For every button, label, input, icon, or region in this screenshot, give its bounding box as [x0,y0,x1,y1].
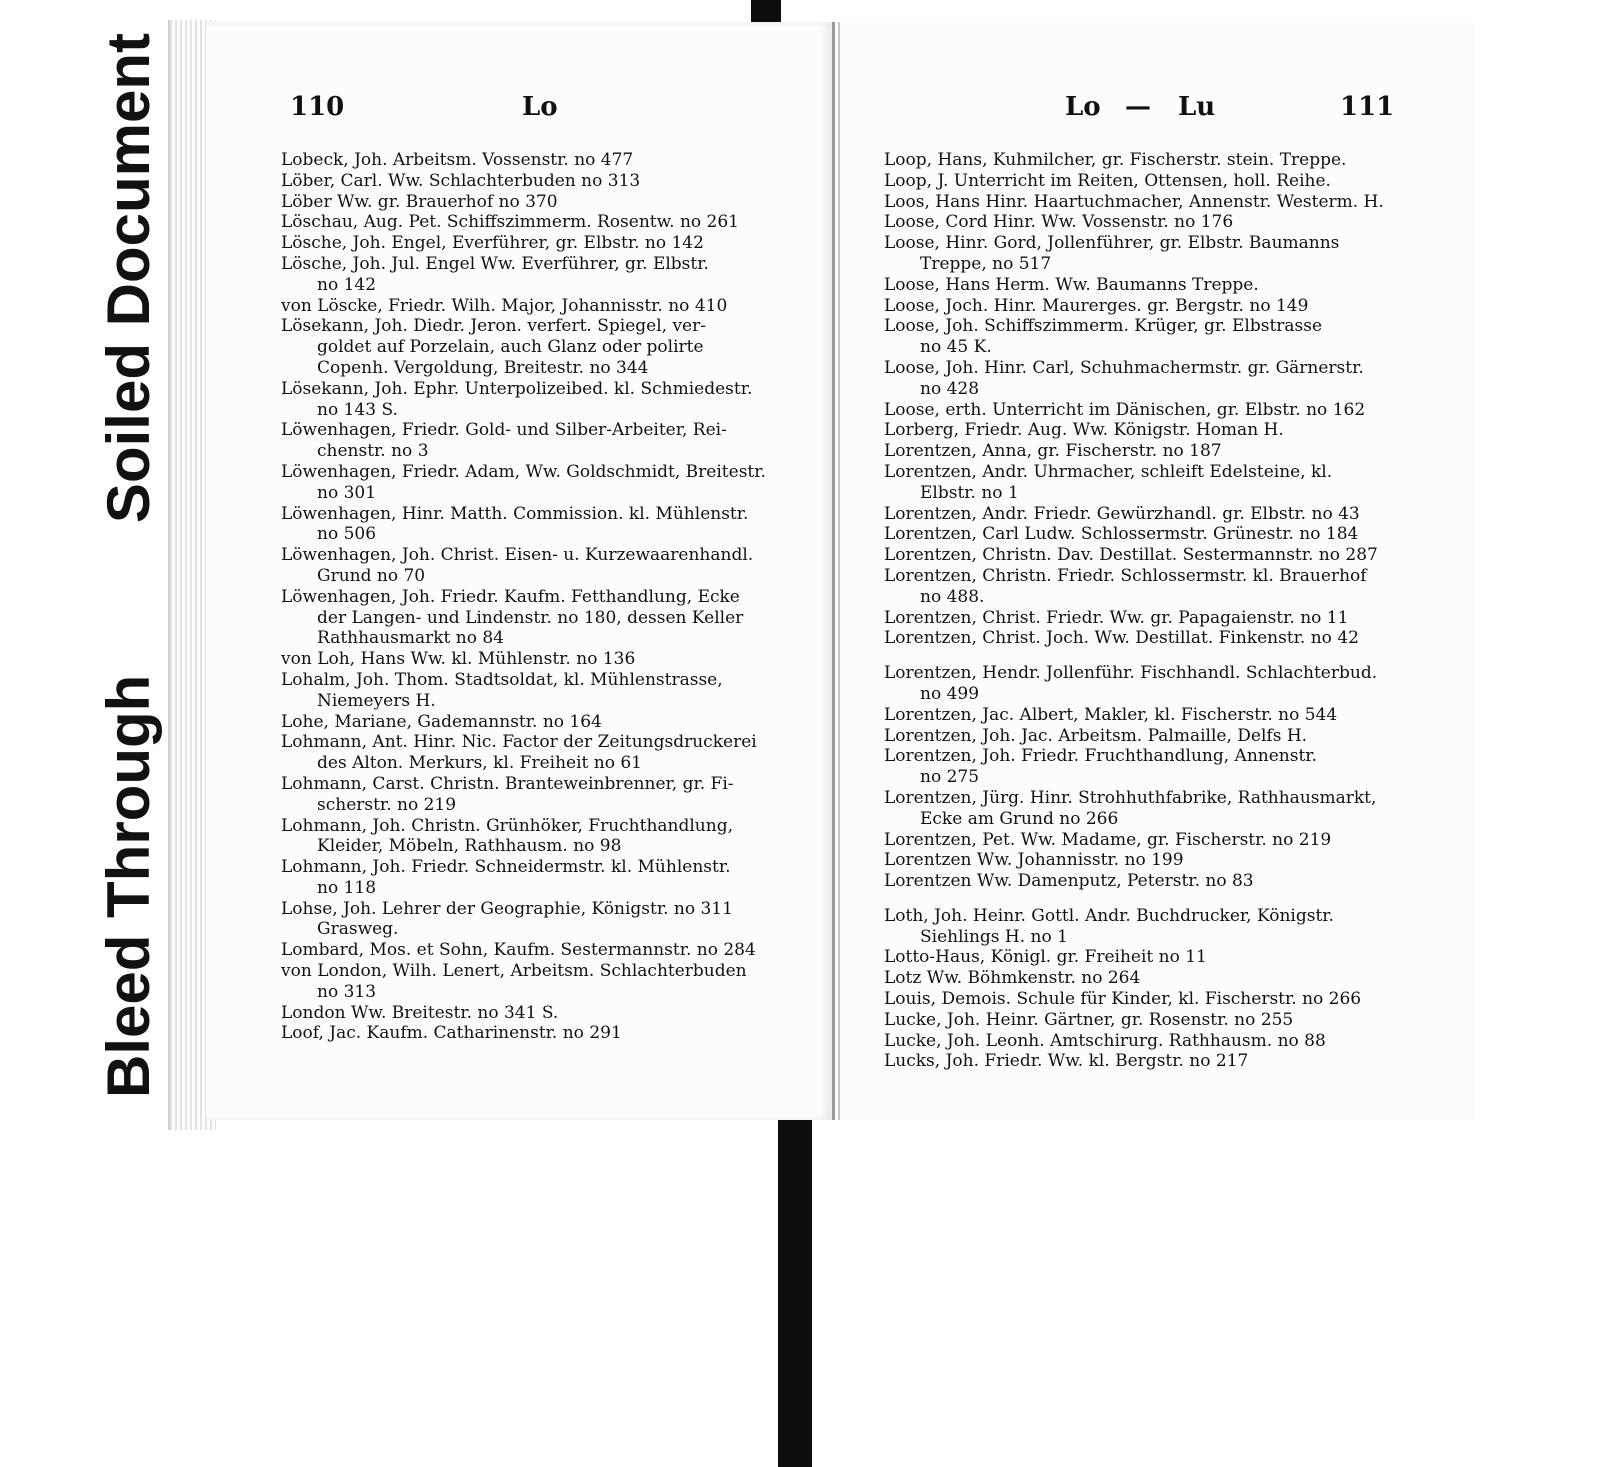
directory-entry: Lohse, Joh. Lehrer der Geographie, Königstr. no 311 [281,898,733,919]
directory-entry: Löber, Carl. Ww. Schlachterbuden no 313 [281,170,641,191]
entry-continuation: Copenh. Vergoldung, Breitestr. no 344 [317,357,649,378]
directory-entry: Lucks, Joh. Friedr. Ww. kl. Bergstr. no 217 [884,1051,1249,1072]
left-page-number: 110 [290,92,345,122]
directory-entry: Lohmann, Ant. Hinr. Nic. Factor der Zeitungsdruckerei [281,732,757,753]
directory-entry: Loop, J. Unterricht im Reiten, Ottensen, holl. Reihe. [884,170,1331,191]
entry-continuation: Kleider, Möbeln, Rathhausm. no 98 [317,836,622,857]
right-page [838,22,1474,1120]
directory-entry: Lorentzen, Anna, gr. Fischerstr. no 187 [884,441,1222,462]
entry-continuation: no 488. [920,586,985,607]
directory-entry: Lorentzen Ww. Johannisstr. no 199 [884,850,1184,871]
directory-entry: Lösekann, Joh. Ephr. Unterpolizeibed. kl. Schmiedestr. [281,378,753,399]
directory-entry: Loose, Hans Herm. Ww. Baumanns Treppe. [884,274,1259,295]
directory-entry: Lorentzen, Jac. Albert, Makler, kl. Fischerstr. no 544 [884,704,1338,725]
right-entries [884,150,1396,1072]
entry-continuation: no 118 [317,877,377,898]
entry-continuation: der Langen- und Lindenstr. no 180, dessen Keller [317,607,744,628]
directory-entry: Löwenhagen, Friedr. Adam, Ww. Goldschmidt, Breitestr. [281,461,766,482]
directory-entry: Lorberg, Friedr. Aug. Ww. Königstr. Homan H. [884,420,1284,441]
entry-continuation: Siehlings H. no 1 [920,926,1068,947]
entry-continuation: des Alton. Merkurs, kl. Freiheit no 61 [317,753,642,774]
entry-continuation: no 313 [317,981,377,1002]
directory-entry: Lorentzen, Andr. Uhrmacher, schleift Edelsteine, kl. [884,461,1333,482]
directory-entry: Lösekann, Joh. Diedr. Jeron. verfert. Spiegel, ver- [281,316,706,337]
entry-continuation: Elbstr. no 1 [920,482,1019,503]
directory-entry: Lösche, Joh. Engel, Everführer, gr. Elbstr. no 142 [281,233,704,254]
directory-entry: Löwenhagen, Joh. Friedr. Kaufm. Fetthandlung, Ecke [281,586,740,607]
entry-continuation: Rathhausmarkt no 84 [317,628,504,649]
directory-entry: Lösche, Joh. Jul. Engel Ww. Everführer, gr. Elbstr. [281,253,709,274]
directory-entry: Löber Ww. gr. Brauerhof no 370 [281,191,558,212]
directory-entry: Löschau, Aug. Pet. Schiffszimmerm. Rosentw. no 261 [281,212,739,233]
directory-entry: Lohmann, Carst. Christn. Branteweinbrenner, gr. Fi- [281,773,734,794]
directory-entry: Loth, Joh. Heinr. Gottl. Andr. Buchdrucker, Königstr. [884,905,1334,926]
directory-entry: Lorentzen, Pet. Ww. Madame, gr. Fischerstr. no 219 [884,829,1332,850]
directory-entry: Lohalm, Joh. Thom. Stadtsoldat, kl. Mühlenstrasse, [281,669,723,690]
left-entries [281,150,793,1044]
left-page [206,22,835,1120]
directory-entry: von Loh, Hans Ww. kl. Mühlenstr. no 136 [281,649,636,670]
directory-entry: Lotz Ww. Böhmkenstr. no 264 [884,968,1141,989]
entry-continuation: no 142 [317,274,377,295]
directory-entry: Lorentzen, Hendr. Jollenführ. Fischhandl. Schlachterbud. [884,663,1378,684]
entry-continuation: goldet auf Porzelain, auch Glanz oder polirte [317,337,704,358]
directory-entry: Lucke, Joh. Leonh. Amtschirurg. Rathhausm. no 88 [884,1030,1326,1051]
entry-continuation: Niemeyers H. [317,690,436,711]
directory-entry: Lorentzen, Christ. Joch. Ww. Destillat. Finkenstr. no 42 [884,628,1359,649]
entry-continuation: Treppe, no 517 [920,253,1052,274]
left-head-letters: Lo [522,92,558,122]
directory-entry: Löwenhagen, Joh. Christ. Eisen- u. Kurzewaarenhandl. [281,545,754,566]
directory-entry: von London, Wilh. Lenert, Arbeitsm. Schlachterbuden [281,961,747,982]
directory-entry: Lorentzen Ww. Damenputz, Peterstr. no 83 [884,871,1254,892]
right-page-number: 111 [1340,92,1395,122]
right-head-left: Lo [1065,92,1101,122]
directory-entry: Lorentzen, Christn. Friedr. Schlossermstr. kl. Brauerhof [884,565,1367,586]
directory-entry: Lorentzen, Carl Ludw. Schlossermstr. Grünestr. no 184 [884,524,1359,545]
condition-stamp [68,18,160,1103]
entry-gap [884,892,1396,906]
directory-entry: Loose, Cord Hinr. Ww. Vossenstr. no 176 [884,212,1234,233]
directory-entry: London Ww. Breitestr. no 341 S. [281,1002,559,1023]
right-head-dash: — [1125,92,1151,122]
directory-entry: Lohmann, Joh. Friedr. Schneidermstr. kl. Mühlenstr. [281,857,731,878]
entry-continuation: Grund no 70 [317,565,426,586]
entry-continuation: no 506 [317,524,377,545]
directory-entry: Lobeck, Joh. Arbeitsm. Vossenstr. no 477 [281,150,634,170]
entry-continuation: Grasweg. [317,919,399,940]
entry-continuation: no 275 [920,767,980,788]
directory-entry: Loop, Hans, Kuhmilcher, gr. Fischerstr. stein. Treppe. [884,150,1347,170]
stamp-soiled-document: Soiled Document [94,33,162,524]
directory-entry: Loof, Jac. Kaufm. Catharinenstr. no 291 [281,1023,622,1044]
directory-entry: von Löscke, Friedr. Wilh. Major, Johannisstr. no 410 [281,295,728,316]
directory-entry: Louis, Demois. Schule für Kinder, kl. Fischerstr. no 266 [884,989,1362,1010]
entry-gap [884,649,1396,663]
directory-entry: Loose, Joh. Hinr. Carl, Schuhmachermstr. gr. Gärnerstr. [884,357,1364,378]
entry-continuation: no 499 [920,683,980,704]
directory-entry: Lohe, Mariane, Gademannstr. no 164 [281,711,602,732]
right-head-right: Lu [1178,92,1216,122]
directory-entry: Lorentzen, Christn. Dav. Destillat. Sestermannstr. no 287 [884,545,1378,566]
directory-entry: Loose, Joch. Hinr. Maurerges. gr. Bergstr. no 149 [884,295,1309,316]
directory-entry: Loose, Joh. Schiffszimmerm. Krüger, gr. Elbstrasse [884,316,1323,337]
entry-continuation: no 45 K. [920,337,992,358]
directory-entry: Loose, Hinr. Gord, Jollenführer, gr. Elbstr. Baumanns [884,233,1340,254]
directory-entry: Lorentzen, Joh. Jac. Arbeitsm. Palmaille, Delfs H. [884,725,1308,746]
directory-entry: Löwenhagen, Friedr. Gold- und Silber-Arbeiter, Rei- [281,420,727,441]
directory-entry: Lorentzen, Christ. Friedr. Ww. gr. Papagaienstr. no 11 [884,607,1349,628]
entry-continuation: no 301 [317,482,377,503]
stamp-bleed-through: Bleed Through [94,674,162,1098]
entry-continuation: Ecke am Grund no 266 [920,808,1119,829]
entry-continuation: no 428 [920,378,980,399]
directory-entry: Lucke, Joh. Heinr. Gärtner, gr. Rosenstr. no 255 [884,1009,1294,1030]
entry-continuation: scherstr. no 219 [317,794,457,815]
entry-continuation: no 143 S. [317,399,398,420]
directory-entry: Löwenhagen, Hinr. Matth. Commission. kl. Mühlenstr. [281,503,749,524]
binding-shadow-bottom [778,1112,812,1467]
directory-entry: Lohmann, Joh. Christn. Grünhöker, Fruchthandlung, [281,815,733,836]
directory-entry: Lorentzen, Jürg. Hinr. Strohhuthfabrike, Rathhausmarkt, [884,787,1377,808]
directory-entry: Lorentzen, Andr. Friedr. Gewürzhandl. gr. Elbstr. no 43 [884,503,1360,524]
right-running-head [840,92,1474,128]
left-running-head [206,92,832,128]
directory-entry: Loose, erth. Unterricht im Dänischen, gr. Elbstr. no 162 [884,399,1366,420]
directory-entry: Lorentzen, Joh. Friedr. Fruchthandlung, Annenstr. [884,746,1317,767]
directory-entry: Lotto-Haus, Königl. gr. Freiheit no 11 [884,947,1207,968]
directory-entry: Loos, Hans Hinr. Haartuchmacher, Annenstr. Westerm. H. [884,191,1384,212]
directory-entry: Lombard, Mos. et Sohn, Kaufm. Sestermannstr. no 284 [281,940,756,961]
entry-continuation: chenstr. no 3 [317,441,429,462]
